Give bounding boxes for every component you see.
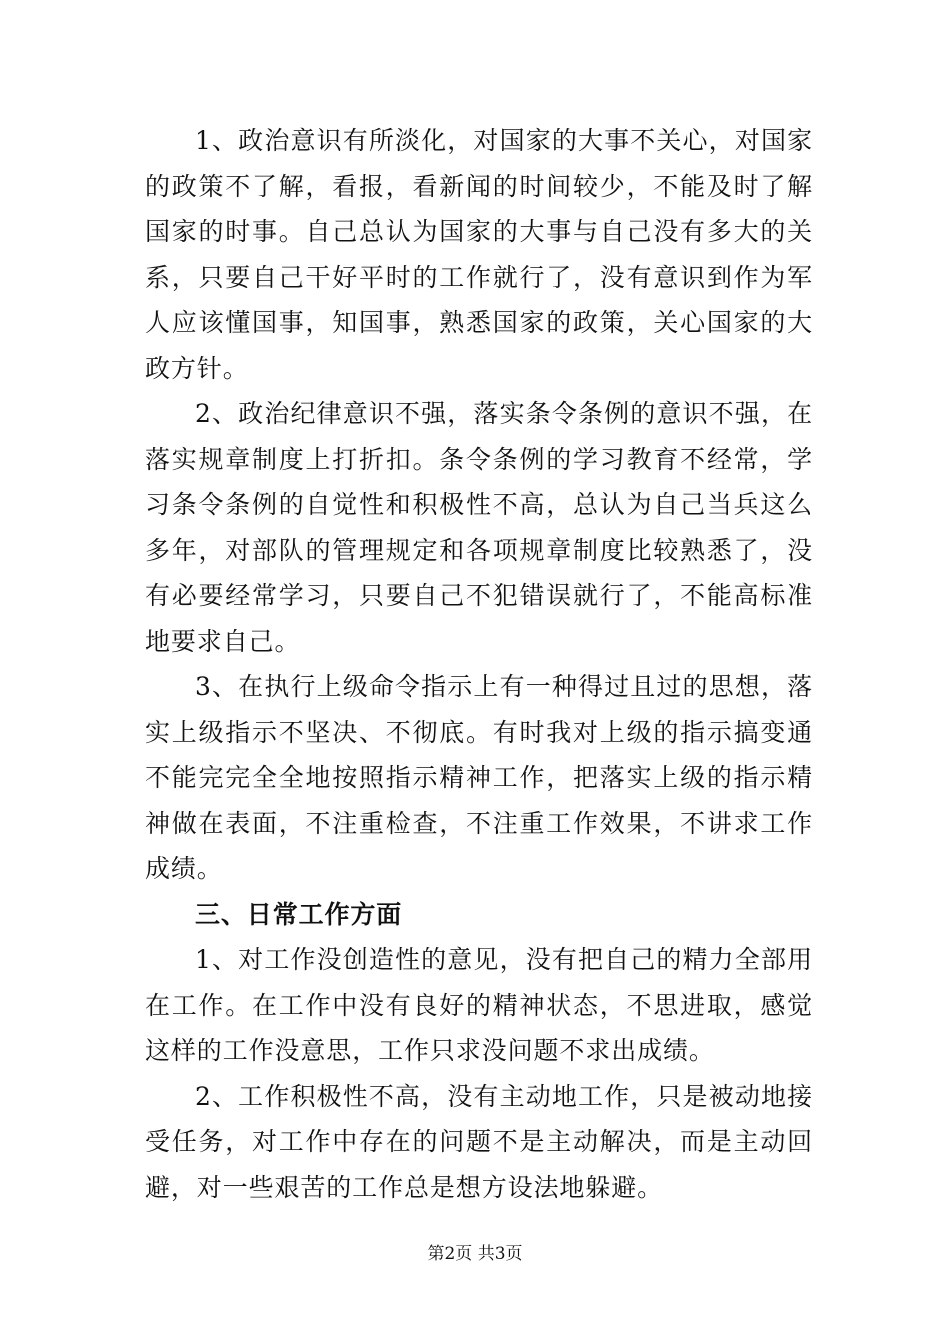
paragraph-executing-orders: 3、在执行上级命令指示上有一种得过且过的思想，落实上级指示不坚决、不彻底。有时我对上级的指示搞变通不能完完全全地按照指示精神工作，把落实上级的指示精神做在表面，不注重检查，不注重工作效果，不讲求工作成绩。 [145, 672, 813, 883]
document-body [145, 118, 813, 1210]
paragraph-work-initiative: 2、工作积极性不高，没有主动地工作，只是被动地接受任务，对工作中存在的问题不是主动解决，而是主动回避，对一些艰苦的工作总是想方设法地躲避。 [145, 1081, 813, 1202]
paragraph-political-discipline: 2、政治纪律意识不强，落实条令条例的意识不强，在落实规章制度上打折扣。条令条例的学习教育不经常，学习条令条例的自觉性和积极性不高，总认为自己当兵这么多年，对部队的管理规定和各项规章制度比较熟悉了，没有必要经常学习，只要自己不犯错误就行了，不能高标准地要求自己。 [145, 399, 813, 656]
page-number-footer: 第2页 共3页 [427, 1244, 523, 1264]
section-heading-daily-work: 三、日常工作方面 [195, 899, 403, 929]
paragraph-political-awareness: 1、政治意识有所淡化，对国家的大事不关心，对国家的政策不了解，看报，看新闻的时间较少，不能及时了解国家的时事。自己总认为国家的大事与自己没有多大的关系，只要自己干好平时的工作就行了，没有意识到作为军人应该懂国事，知国事，熟悉国家的政策，关心国家的大政方针。 [145, 126, 813, 383]
paragraph-work-creativity: 1、对工作没创造性的意见，没有把自己的精力全部用在工作。在工作中没有良好的精神状态，不思进取，感觉这样的工作没意思，工作只求没问题不求出成绩。 [145, 945, 813, 1065]
